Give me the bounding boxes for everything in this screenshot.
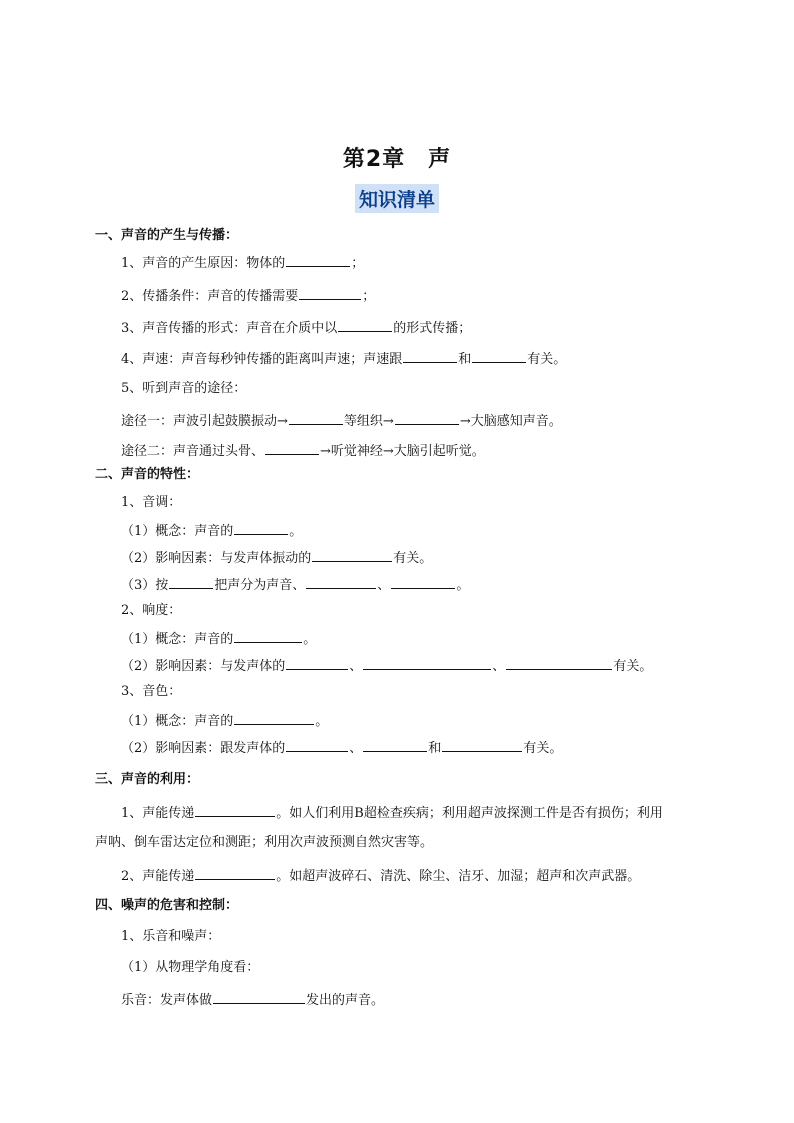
- item-line: [121, 549, 432, 567]
- item-line: [121, 960, 259, 976]
- section-heading: [95, 898, 238, 914]
- text: （1）从物理学角度看：: [121, 960, 260, 975]
- text: ；: [351, 256, 365, 271]
- text: 。: [456, 578, 470, 593]
- text: 的形式传播；: [393, 321, 472, 336]
- item-line: [121, 287, 375, 305]
- text: 、: [492, 659, 506, 674]
- item-line: [121, 442, 485, 460]
- text: 2、传播条件：声音的传播需要: [121, 289, 299, 304]
- fill-blank[interactable]: [306, 576, 376, 589]
- text: （2）影响因素：跟发声体的: [121, 741, 286, 756]
- section-2-title: 二、声音的特性：: [95, 467, 200, 482]
- text: 乐音：发声体做: [121, 993, 213, 1008]
- section-heading: [95, 467, 199, 483]
- item-line: [121, 412, 562, 430]
- text: 和: [458, 352, 472, 367]
- item-line: [121, 381, 246, 397]
- text: →听觉神经→大脑引起听觉。: [320, 444, 485, 459]
- text: 2、响度：: [121, 603, 182, 618]
- fill-blank[interactable]: [472, 350, 526, 363]
- text: 1、音调：: [121, 495, 182, 510]
- fill-blank[interactable]: [506, 657, 612, 670]
- subtitle-wrap: [0, 184, 794, 213]
- text: 1、声音的产生原因：物体的: [121, 256, 286, 271]
- fill-blank[interactable]: [312, 549, 392, 562]
- text: 有关。: [393, 551, 433, 566]
- text: 。如人们利用B超检查疾病；利用超声波探测工件是否有损伤；利用: [276, 806, 663, 821]
- text: （1）概念：声音的: [121, 524, 234, 539]
- text: 1、乐音和噪声：: [121, 929, 221, 944]
- text: 、: [377, 578, 391, 593]
- text: 有关。: [523, 741, 563, 756]
- item-line: [121, 991, 384, 1009]
- text: 4、声速：声音每秒钟传播的距离叫声速；声速跟: [121, 352, 403, 367]
- item-line: [121, 603, 181, 619]
- text: 等组织→: [343, 414, 394, 429]
- text: ；: [362, 289, 376, 304]
- knowledge-list-heading: 知识清单: [355, 184, 439, 213]
- fill-blank[interactable]: [403, 350, 457, 363]
- item-line: [121, 495, 181, 511]
- text: 声呐、倒车雷达定位和测距；利用次声波预测自然灾害等。: [95, 835, 434, 850]
- fill-blank[interactable]: [363, 739, 427, 752]
- text: 和: [428, 741, 442, 756]
- item-line: [121, 712, 328, 730]
- fill-blank[interactable]: [265, 442, 319, 455]
- item-line: [121, 350, 566, 368]
- text: 。如超声波碎石、清洗、除尘、洁牙、加湿；超声和次声武器。: [276, 869, 641, 884]
- item-line: [121, 804, 663, 822]
- text: →大脑感知声音。: [459, 414, 562, 429]
- text: 有关。: [613, 659, 653, 674]
- section-3-title: 三、声音的利用：: [95, 772, 200, 787]
- fill-blank[interactable]: [169, 576, 213, 589]
- item-line: [121, 867, 640, 885]
- item-line: [121, 576, 469, 594]
- fill-blank[interactable]: [286, 657, 348, 670]
- text: （3）按: [121, 578, 169, 593]
- text: 发出的声音。: [306, 993, 385, 1008]
- fill-blank[interactable]: [299, 287, 361, 300]
- text: 3、音色：: [121, 684, 182, 699]
- item-line: [121, 319, 471, 337]
- text: （2）影响因素：与发声体的: [121, 659, 286, 674]
- text: 途径一：声波引起鼓膜振动→: [121, 414, 288, 429]
- text: （1）概念：声音的: [121, 714, 234, 729]
- text: 把声分为声音、: [214, 578, 306, 593]
- fill-blank[interactable]: [234, 522, 288, 535]
- text: 途径二：声音通过头骨、: [121, 444, 265, 459]
- fill-blank[interactable]: [363, 657, 491, 670]
- fill-blank[interactable]: [442, 739, 522, 752]
- text: 。: [289, 524, 303, 539]
- item-line: [121, 630, 316, 648]
- text: 、: [349, 741, 363, 756]
- text: 、: [349, 659, 363, 674]
- fill-blank[interactable]: [391, 576, 455, 589]
- text: 5、听到声音的途径：: [121, 381, 247, 396]
- item-line: [121, 929, 220, 945]
- fill-blank[interactable]: [234, 712, 314, 725]
- item-line: [121, 739, 562, 757]
- item-line: [121, 522, 302, 540]
- fill-blank[interactable]: [286, 254, 350, 267]
- section-heading: [95, 772, 199, 788]
- text: 3、声音传播的形式：声音在介质中以: [121, 321, 338, 336]
- item-line: [95, 835, 433, 851]
- section-4-title: 四、噪声的危害和控制：: [95, 898, 239, 913]
- fill-blank[interactable]: [289, 412, 343, 425]
- text: 。: [315, 714, 329, 729]
- text: 1、声能传递: [121, 806, 195, 821]
- text: （2）影响因素：与发声体振动的: [121, 551, 312, 566]
- fill-blank[interactable]: [338, 319, 392, 332]
- fill-blank[interactable]: [286, 739, 348, 752]
- section-heading: [95, 228, 238, 244]
- section-1-title: 一、声音的产生与传播：: [95, 228, 239, 243]
- fill-blank[interactable]: [395, 412, 459, 425]
- fill-blank[interactable]: [213, 991, 305, 1004]
- fill-blank[interactable]: [195, 804, 275, 817]
- text: 。: [303, 632, 317, 647]
- item-line: [121, 684, 181, 700]
- text: （1）概念：声音的: [121, 632, 234, 647]
- text: 有关。: [527, 352, 567, 367]
- text: 2、声能传递: [121, 869, 195, 884]
- item-line: [121, 254, 364, 272]
- fill-blank[interactable]: [234, 630, 302, 643]
- chapter-title: 第2章 声: [342, 147, 452, 172]
- fill-blank[interactable]: [195, 867, 275, 880]
- item-line: [121, 657, 652, 675]
